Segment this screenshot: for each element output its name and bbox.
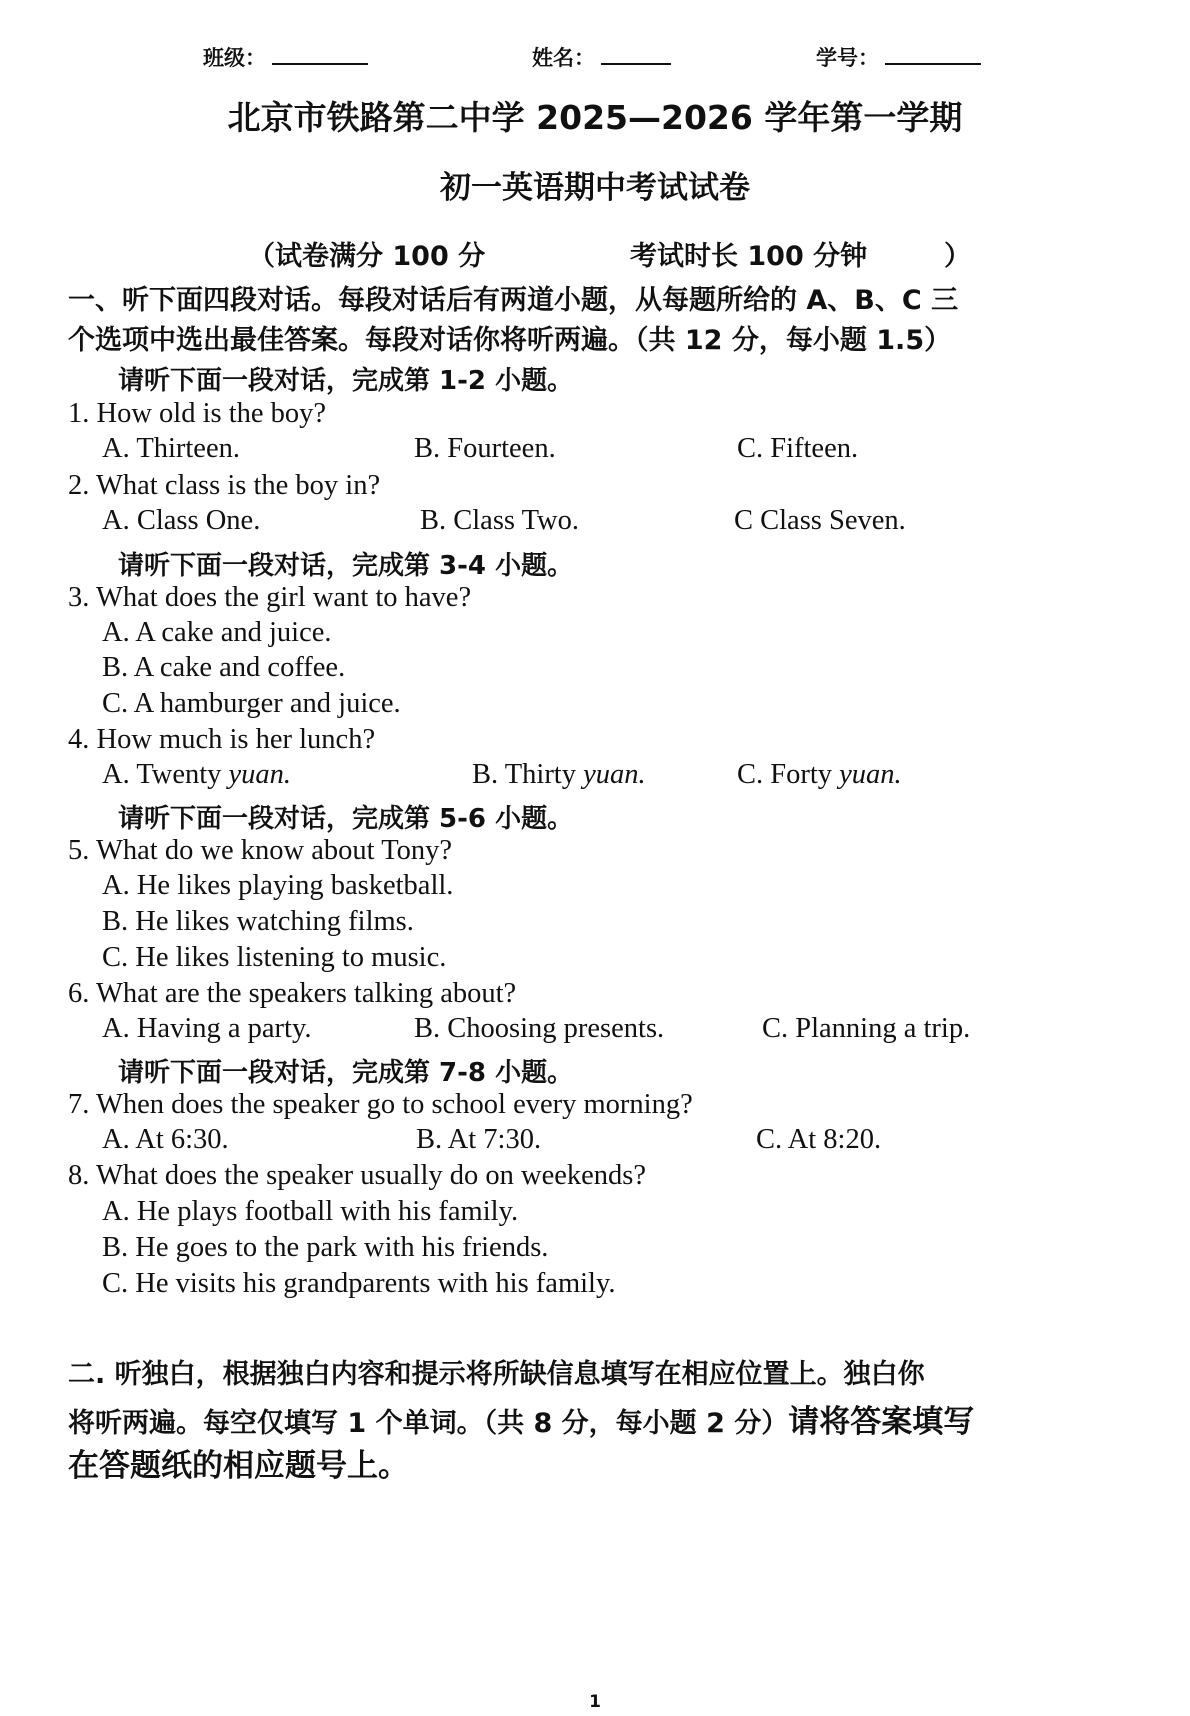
- question-7-option-c: C. At 8:20.: [756, 1124, 882, 1155]
- question-6-option-a: A. Having a party.: [102, 1013, 312, 1044]
- question-7-option-a: A. At 6:30.: [102, 1124, 229, 1155]
- question-8: 8. What does the speaker usually do on weekends?: [68, 1160, 647, 1191]
- question-3-option-c: C. A hamburger and juice.: [102, 688, 401, 719]
- info-close-paren: ）: [944, 241, 971, 272]
- class-field: [203, 42, 368, 72]
- question-3: 3. What does the girl want to have?: [68, 582, 472, 613]
- section2-instruction-part-a: 将听两遍。每空仅填写 1 个单词。（共 8 分，每小题 2 分）: [68, 1408, 789, 1439]
- question-8-option-a: A. He plays football with his family.: [102, 1196, 519, 1227]
- question-2: 2. What class is the boy in?: [68, 470, 381, 501]
- question-2-option-b: B. Class Two.: [420, 505, 580, 536]
- question-8-option-c: C. He visits his grandparents with his family.: [102, 1268, 616, 1299]
- question-2-option-a: A. Class One.: [102, 505, 261, 536]
- section1-instruction-line1: 一、听下面四段对话。每段对话后有两道小题，从每题所给的 A、B、C 三: [68, 285, 959, 316]
- option-label: C. Forty: [737, 759, 840, 790]
- student-id-label: 学号：: [816, 46, 879, 70]
- student-id-blank: [885, 59, 981, 65]
- question-4-option-c: [737, 759, 902, 791]
- section1-instruction-line2: 个选项中选出最佳答案。每段对话你将听两遍。（共 12 分，每小题 1.5）: [68, 325, 952, 356]
- question-8-option-b: B. He goes to the park with his friends.: [102, 1232, 549, 1263]
- question-6-option-b: B. Choosing presents.: [414, 1013, 665, 1044]
- question-4-option-b: [472, 759, 646, 791]
- question-1: 1. How old is the boy?: [68, 398, 327, 429]
- option-unit: yuan.: [228, 759, 292, 790]
- question-1-option-a: A. Thirteen.: [102, 433, 240, 464]
- class-blank: [272, 59, 368, 65]
- section2-instruction-line3: 在答题纸的相应题号上。: [68, 1448, 409, 1484]
- dialogue-prompt: 请听下面一段对话，完成第 3-4 小题。: [118, 551, 574, 581]
- question-5-option-c: C. He likes listening to music.: [102, 942, 447, 973]
- question-5-option-b: B. He likes watching films.: [102, 906, 414, 937]
- dialogue-prompt: 请听下面一段对话，完成第 5-6 小题。: [118, 804, 574, 834]
- question-5-option-a: A. He likes playing basketball.: [102, 870, 454, 901]
- question-6-option-c: C. Planning a trip.: [762, 1013, 971, 1044]
- question-3-option-a: A. A cake and juice.: [102, 617, 332, 648]
- page-number: 1: [589, 1692, 601, 1712]
- question-3-option-b: B. A cake and coffee.: [102, 652, 346, 683]
- question-7-option-b: B. At 7:30.: [416, 1124, 542, 1155]
- name-label: 姓名：: [532, 46, 595, 70]
- dialogue-prompt: 请听下面一段对话，完成第 7-8 小题。: [118, 1058, 574, 1088]
- student-id-field: [816, 42, 981, 72]
- exam-duration: 考试时长 100 分钟: [630, 241, 868, 272]
- exam-subtitle: 初一英语期中考试试卷: [440, 170, 750, 206]
- full-score: （试卷满分 100 分: [248, 241, 486, 272]
- section2-instruction-line2: [68, 1396, 974, 1441]
- option-label: B. Thirty: [472, 759, 584, 790]
- question-1-option-b: B. Fourteen.: [414, 433, 556, 464]
- class-label: 班级：: [203, 46, 266, 70]
- dialogue-prompt: 请听下面一段对话，完成第 1-2 小题。: [118, 366, 574, 396]
- option-label: A. Twenty: [102, 759, 229, 790]
- option-unit: yuan.: [839, 759, 902, 790]
- question-1-option-c: C. Fifteen.: [737, 433, 859, 464]
- question-4-option-a: [102, 759, 291, 791]
- exam-title: 北京市铁路第二中学 2025—2026 学年第一学期: [227, 98, 963, 137]
- section2-instruction-part-b: 请将答案填写: [788, 1404, 975, 1440]
- name-field: [532, 42, 671, 72]
- question-4: 4. How much is her lunch?: [68, 724, 376, 755]
- section2-instruction-line1: 二. 听独白，根据独白内容和提示将所缺信息填写在相应位置上。独白你: [68, 1359, 925, 1390]
- question-7: 7. When does the speaker go to school every morning?: [68, 1089, 693, 1120]
- question-2-option-c: C Class Seven.: [734, 505, 906, 536]
- question-5: 5. What do we know about Tony?: [68, 835, 453, 866]
- name-blank: [601, 59, 671, 65]
- option-unit: yuan.: [583, 759, 646, 790]
- question-6: 6. What are the speakers talking about?: [68, 978, 517, 1009]
